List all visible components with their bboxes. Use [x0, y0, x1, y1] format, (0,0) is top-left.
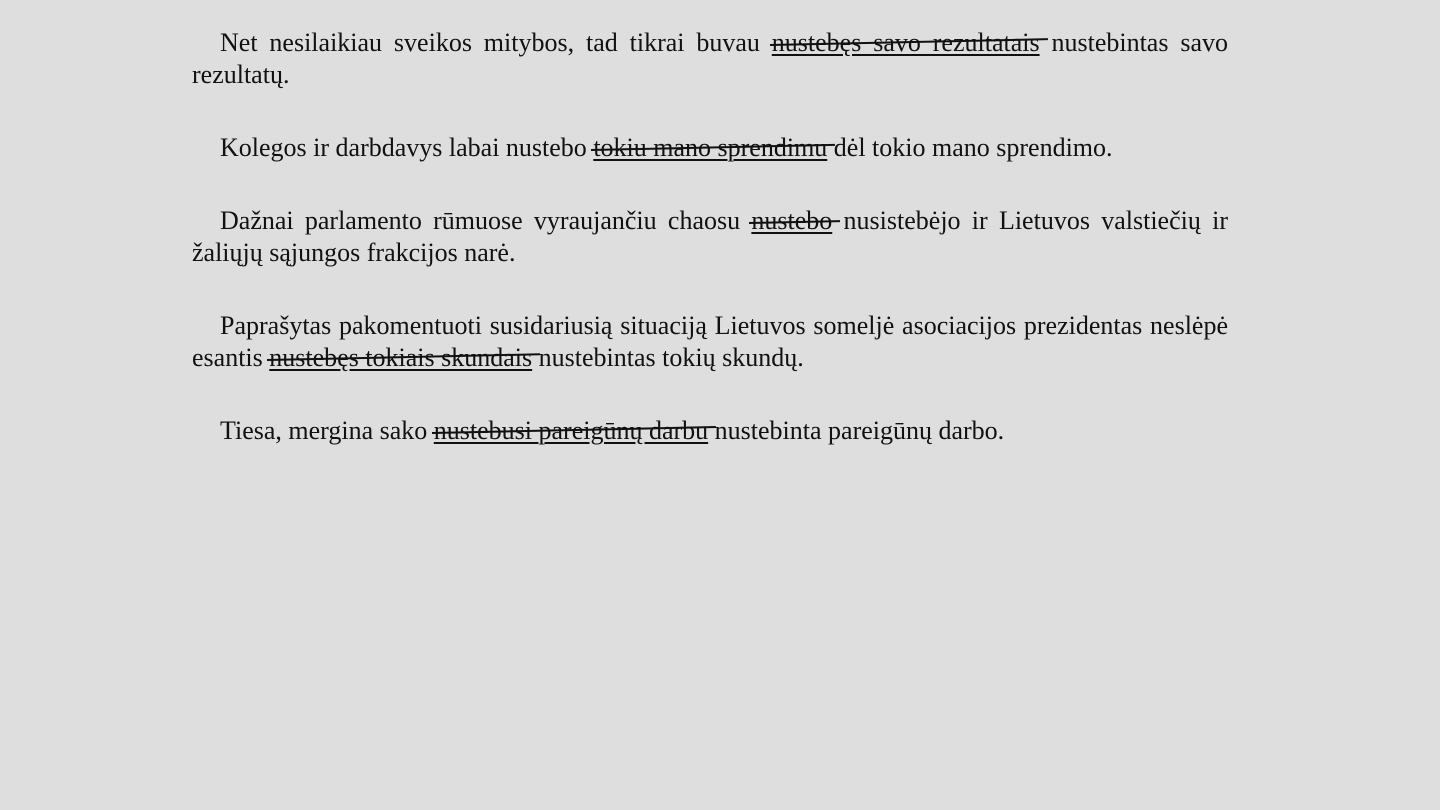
paragraph-5 [192, 415, 1228, 447]
paragraph-1 [192, 27, 1228, 91]
paragraph-2 [192, 132, 1228, 164]
document-page [192, 27, 1228, 447]
paragraph-1-text-before: Net nesilaikiau sveikos mitybos, tad tikrai buvau [220, 28, 772, 57]
paragraph-3 [192, 205, 1228, 269]
paragraph-2-struck-phrase [593, 133, 827, 162]
paragraph-2-text-after: dėl tokio mano sprendimo. [827, 133, 1113, 162]
paragraph-5-text-after: nustebinta pareigūnų darbo. [708, 416, 1005, 445]
paragraph-4-text-before: Paprašytas pakomentuoti susidariusią situaciją Lietuvos someljė asociacijos prezidentas neslėpė esantis [192, 311, 1228, 372]
paragraph-3-text-after: nusistebėjo ir Lietuvos valstiečių ir žaliųjų sąjungos frakcijos narė. [192, 206, 1228, 267]
paragraph-3-struck-text: nustebo [751, 206, 833, 235]
paragraph-4-text-after: nustebintas tokių skundų. [532, 343, 804, 372]
paragraph-5-struck-phrase [434, 416, 708, 445]
paragraph-5-struck-text: nustebusi pareigūnų darbu [433, 416, 709, 445]
paragraph-5-text-before: Tiesa, mergina sako [220, 416, 434, 445]
paragraph-1-struck-phrase [772, 28, 1040, 57]
paragraph-4 [192, 310, 1228, 374]
paragraph-4-struck-phrase [269, 343, 532, 372]
paragraph-4-struck-text: nustebęs tokiais skundais [269, 343, 533, 372]
paragraph-1-text-after: nustebintas savo rezultatų. [192, 28, 1228, 89]
paragraph-2-struck-text: tokiu mano sprendimu [593, 133, 828, 162]
paragraph-1-struck-text: nustebęs savo rezultatais [771, 28, 1040, 57]
paragraph-2-text-before: Kolegos ir darbdavys labai nustebo [220, 133, 594, 162]
paragraph-3-struck-phrase [751, 206, 832, 235]
paragraph-3-text-before: Dažnai parlamento rūmuose vyraujančiu chaosu [220, 206, 752, 235]
